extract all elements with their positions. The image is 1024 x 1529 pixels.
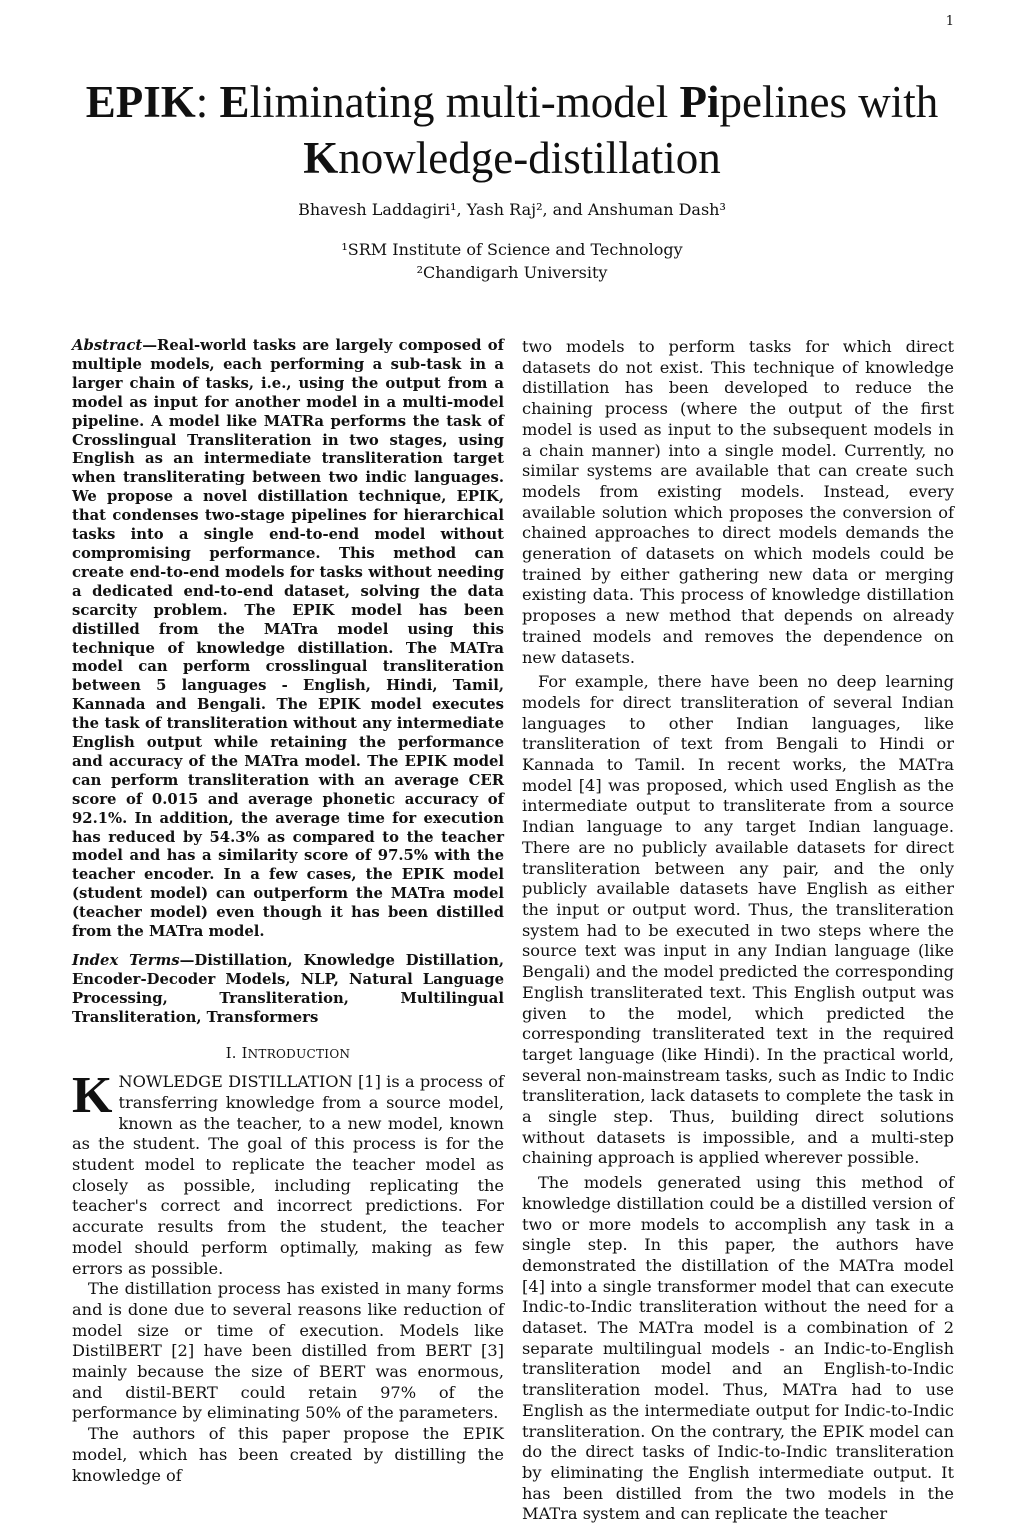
title-part: Pi (679, 77, 720, 127)
left-column (72, 337, 504, 1486)
affiliation: ¹SRM Institute of Science and Technology (341, 240, 683, 259)
abstract-text: —Real-world tasks are largely composed of multiple models, each performing a sub-task in a larger chain of tasks, i.e., using the output from a model as input for another model in a multi-model pipeline. A model like MATRa performs the task of Crosslingual Transliteration in two stages, using English as an intermediate transliteration target when transliterating between two indic languages. We propose a novel distillation technique, EPIK, that condenses two-stage pipelines for hierarchical tasks into a single end-to-end model without compromising performance. This method can create end-to-end models for tasks without needing a dedicated end-to-end dataset, solving the data scarcity problem. The EPIK model has been distilled from the MATra model using this technique of knowledge distillation. The MATra model can perform crosslingual transliteration between 5 languages - English, Hindi, Tamil, Kannada and Bengali. The EPIK model executes the task of transliteration without any intermediate English output while retaining the performance and accuracy of the MATra model. The EPIK model can perform transliteration with an average CER score of 0.015 and average phonetic accuracy of 92.1%. In addition, the average time for execution has reduced by 54.3% as compared to the teacher model and has a similarity score of 97.5% with the teacher encoder. In a few cases, the EPIK model (student model) can outperform the MATra model (teacher model) even though it has been distilled from the MATra model. (72, 337, 504, 941)
intro-paragraph-3: The authors of this paper propose the EPIK model, which has been created by distilling the knowledge of (72, 1424, 504, 1485)
right-column (522, 337, 954, 1529)
intro-paragraph-1 (72, 1067, 504, 1279)
paragraph-text: NOWLEDGE DISTILLATION [1] is a process of transferring knowledge from a source model, known as the teacher, to a new model, known as the student. The goal of this process is for the student model to replicate the teacher model as closely as possible, including replicating the teacher's correct and incorrect predictions. For accurate results from the student, the teacher model should perform optimally, making as few errors as possible. (72, 1072, 504, 1278)
page-number: 1 (945, 14, 954, 29)
intro-paragraph-example: For example, there have been no deep learning models for direct transliteration of several Indian languages to other Indian languages, like transliteration of text from Bengali to Hindi or Kannada to Tamil. In recent works, the MATra model [4] was proposed, which used English as the intermediate output to transliterate from a source Indian language to any target Indian language. There are no publicly available datasets for direct transliteration between any pair, and the only publicly available datasets have English as either the input or output word. Thus, the transliteration system had to be executed in two steps where the source text was input in any Indian language (like Bengali) and the model predicted the corresponding English transliterated text. This English output was given to the model, which predicted the corresponding transliterated text in the required target language (like Hindi). In the practical world, several non-mainstream tasks, such as Indic to Indic transliteration, lack datasets to complete the task in a single step. Thus, building direct solutions without datasets is impossible, and a multi-step chaining approach is applied wherever possible. (522, 672, 955, 1168)
title-part: pelines with (719, 77, 939, 127)
section-title-rest: NTRODUCTION (247, 1046, 351, 1061)
affiliation: ²Chandigarh University (416, 263, 608, 282)
abstract-lead: Abstract (72, 337, 143, 354)
index-terms-text: —Distillation, Knowledge Distillation, Encoder-Decoder Models, NLP, Natural Language Processing, Transliteration, Multilingual Transliteration, Transformers (72, 952, 504, 1026)
index-terms (72, 952, 504, 1028)
title-part: liminating multi-model (249, 77, 680, 127)
index-terms-lead: Index Terms (72, 952, 180, 969)
intro-paragraph-method: The models generated using this method of knowledge distillation could be a distilled version of two or more models to accomplish any task in a single step. In this paper, the authors have demonstrated the distillation of the MATra model [4] into a single transformer model that can execute Indic-to-Indic transliteration without the need for a dataset. The MATra model is a combination of 2 separate multilingual models - an Indic-to-English transliteration model and an English-to-Indic transliteration model. Thus, MATra had to use English as the intermediate output for Indic-to-Indic transliteration. On the contrary, the EPIK model can do the direct tasks of Indic-to-Indic transliteration by eliminating the English intermediate output. It has been distilled from the two models in the MATra system and can replicate the teacher (522, 1173, 954, 1524)
title-part: K (303, 133, 339, 183)
title-part: EPIK (85, 77, 196, 127)
title-part: E (219, 77, 250, 127)
affiliations (40, 238, 984, 284)
paper-title (40, 74, 984, 186)
intro-paragraph-continued: two models to perform tasks for which direct datasets do not exist. This technique of knowledge distillation has been developed to reduce the chaining process (where the output of the first model is used as input to the subsequent models in a chain manner) into a single model. Currently, no similar systems are available that can create such models from existing models. Instead, every available solution which proposes the conversion of chained approaches to direct models demands the generation of datasets on which models could be trained by either gathering new data or merging existing data. This process of knowledge distillation proposes a new method that depends on already trained models and removes the dependence on new datasets. (522, 337, 954, 667)
author-list: Bhavesh Laddagiri¹, Yash Raj², and Anshuman Dash³ (298, 200, 726, 219)
title-part: nowledge-distillation (338, 133, 721, 183)
intro-paragraph-2: The distillation process has existed in many forms and is done due to several reasons like reduction of model size or time of execution. Models like DistilBERT [2] have been distilled from BERT [3] mainly because the size of BERT was enormous, and distil-BERT could retain 97% of the performance by eliminating 50% of the parameters. (72, 1279, 504, 1423)
section-title-first: I (241, 1045, 248, 1062)
title-part: : (195, 77, 220, 127)
abstract (72, 337, 504, 942)
section-numeral: I. (225, 1045, 242, 1062)
drop-cap: K (72, 1067, 113, 1125)
section-heading (72, 1044, 504, 1065)
